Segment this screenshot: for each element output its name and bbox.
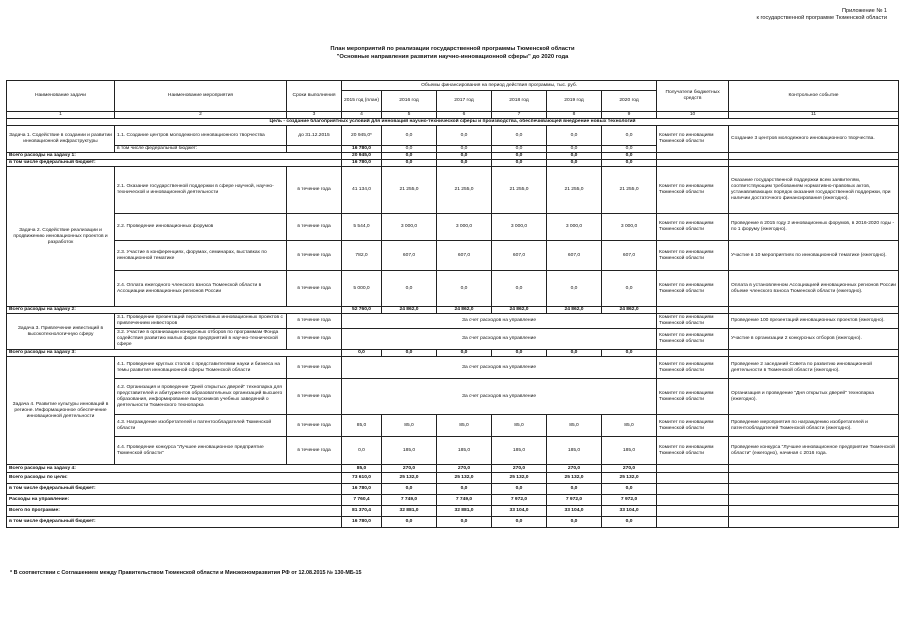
col-number: 3 [287,112,342,119]
funding-note: За счет расходов на управление [342,379,657,415]
col-number: 2 [115,112,287,119]
value-cell: 0,0 [382,126,437,146]
deadline: в течение года [287,329,342,350]
header-activity: Наименование мероприятия [115,81,287,112]
value-cell: 185,0 [547,437,602,465]
document-title [0,45,905,61]
col-number: 8 [547,112,602,119]
value-cell: 21 255,0 [547,167,602,214]
header-task: Наименование задачи [7,81,115,112]
summary-label: в том числе федеральный бюджет: [7,517,342,528]
value-cell: 20 945,0* [342,126,382,146]
plan-table [6,80,899,528]
value-cell: 0,0 [602,153,657,160]
summary-label: Расходы на управление: [7,495,342,506]
header-year-2018: 2018 год [492,91,547,112]
header-year-2016: 2016 год [382,91,437,112]
value-cell: 270,0 [547,465,602,473]
value-cell: 0,0 [382,160,437,167]
value-cell: 25 132,0 [437,473,492,484]
funding-note: За счет расходов на управление [342,329,657,350]
recipient: Комитет по инновациям Тюменской области [657,167,729,214]
value-cell: 0,0 [437,126,492,146]
deadline: в течение года [287,214,342,241]
value-cell: 32 881,0 [382,506,437,517]
value-cell: 7 972,0 [547,495,602,506]
value-cell: 16 780,0 [342,160,382,167]
value-cell: 0,0 [382,146,437,153]
value-cell: 25 132,0 [382,473,437,484]
value-cell: 270,0 [602,465,657,473]
value-cell: 24 862,0 [602,307,657,314]
task-4-total-label: Всего расходы на задачу 4: [7,465,342,473]
task-1-name: Задача 1. Содействие в создании и развитии инновационной инфраструктуры [7,126,115,153]
header-recipients: Получатели бюджетных средств [657,81,729,112]
value-cell: 0,0 [492,153,547,160]
footnote: * В соответствии с Соглашением между Правительством Тюменской области и Минэкономразвития РФ от 12.08.2015 № 130-МБ-15 [10,570,362,576]
value-cell: 85,0 [342,465,382,473]
appendix-number: Приложение № 1 [841,8,887,14]
appendix-reference: к государственной программе Тюменской области [756,15,887,21]
value-cell: 24 862,0 [547,307,602,314]
deadline: в течение года [287,167,342,214]
activity-2-3: 2.3. Участие в конференциях, форумах, семинарах, выставках по инновационной тематике [115,241,287,271]
activity-4-2: 4.2. Организация и проведение "Дней открытых дверей" технопарка для представителей и абитуриентов образовательных организаций высшего образования, информирование выпускников учебных заведений о деятельности Тюменского технопарка [115,379,287,415]
value-cell: 33 104,0 [602,506,657,517]
value-cell: 0,0 [437,271,492,307]
header-year-2015: 2015 год (план) [342,91,382,112]
value-cell: 0,0 [382,350,437,357]
task-3-total-label: Всего расходы на задачу 3: [7,350,342,357]
value-cell: 85,0 [382,415,437,437]
value-cell: 0,0 [602,146,657,153]
value-cell: 0,0 [492,160,547,167]
value-cell: 3 000,0 [547,214,602,241]
header-year-2019: 2019 год [547,91,602,112]
task-2-name: Задача 2. Содействие реализации и продвижению инновационных проектов и разработок [7,167,115,307]
value-cell: 21 255,0 [492,167,547,214]
value-cell: 0,0 [437,350,492,357]
value-cell: 21 255,0 [602,167,657,214]
value-cell: 41 134,0 [342,167,382,214]
value-cell: 185,0 [382,437,437,465]
control-event: Создание 3 центров молодежного инновационного творчества. [729,126,899,153]
col-number: 6 [437,112,492,119]
deadline: в течение года [287,415,342,437]
value-cell: 607,0 [492,241,547,271]
value-cell: 0,0 [602,271,657,307]
value-cell: 21 255,0 [437,167,492,214]
value-cell: 73 610,0 [342,473,382,484]
activity-2-1: 2.1. Оказание государственной поддержки в сфере научной, научно-технической и инновационной деятельности [115,167,287,214]
value-cell: 0,0 [602,126,657,146]
activity-1-1: 1.1. Создание центров молодежного инновационного творчества [115,126,287,146]
value-cell: 0,0 [547,484,602,495]
control-event: Проведение в 2015 году 2 инновационных форумов, в 2016-2020 годы - по 1 форуму (ежегодно). [729,214,899,241]
value-cell: 81 370,4 [342,506,382,517]
value-cell: 16 780,0 [342,484,382,495]
value-cell: 607,0 [382,241,437,271]
value-cell: 0,0 [492,146,547,153]
value-cell: 85,0 [342,415,382,437]
control-event: Оплата в установленном Ассоциацией инновационных регионов России объеме членского взноса Тюменской области (ежегодно). [729,271,899,307]
value-cell: 33 104,0 [547,506,602,517]
value-cell: 25 132,0 [492,473,547,484]
value-cell: 0,0 [437,153,492,160]
value-cell: 0,0 [602,160,657,167]
control-event: Проведение конкурса "Лучшее инновационное предприятие Тюменской области" (ежегодно), начиная с 2016 года. [729,437,899,465]
value-cell: 16 780,0 [342,517,382,528]
activity-4-1: 4.1. Проведение круглых столов с представителями науки и бизнеса на темы развития инновационной сферы Тюменской области [115,357,287,379]
value-cell: 607,0 [437,241,492,271]
value-cell: 782,0 [342,241,382,271]
value-cell: 85,0 [437,415,492,437]
value-cell: 0,0 [492,271,547,307]
activity-2-4: 2.4. Оплата ежегодного членского взноса Тюменской области в Ассоциации инновационных регионов России [115,271,287,307]
value-cell: 24 862,0 [437,307,492,314]
value-cell: 3 000,0 [437,214,492,241]
control-event: Проведение мероприятия по награждению изобретателей и патентообладателей Тюменской области (ежегодно). [729,415,899,437]
control-event: Участие в 10 мероприятиях по инновационной тематике (ежегодно). [729,241,899,271]
value-cell: 0,0 [342,350,382,357]
value-cell: 0,0 [437,160,492,167]
summary-label: Всего расходы по цели: [7,473,342,484]
recipient: Комитет по инновациям Тюменской области [657,314,729,329]
value-cell: 0,0 [437,484,492,495]
value-cell: 0,0 [602,517,657,528]
federal-budget-label: в том числе федеральный бюджет: [115,146,287,153]
activity-3-2: 3.2. Участие в организации конкурсных отборов по программам Фонда содействия развитию малых форм предприятий в научно-технической сфере [115,329,287,350]
value-cell: 7 749,0 [437,495,492,506]
value-cell: 21 255,0 [382,167,437,214]
value-cell: 0,0 [547,146,602,153]
value-cell: 3 000,0 [602,214,657,241]
value-cell: 270,0 [492,465,547,473]
task-1-total-label: Всего расходы на задачу 1: [7,153,342,160]
col-number: 9 [602,112,657,119]
control-event: Проведение 2 заседаний Совета по развитию инновационной деятельности в Тюменской области (ежегодно). [729,357,899,379]
title-line-1: План мероприятий по реализации государственной программы Тюменской области [330,46,575,52]
funding-note: За счет расходов на управление [342,357,657,379]
control-event: Оказание государственной поддержки всем заявителям, соответствующим требованиям нормативно-правовых актов, устанавливающих порядок оказания государственной поддержки, при наличии достаточного финансирования (ежегодно). [729,167,899,214]
control-event: Участие в организации 2 конкурсных отборов (ежегодно). [729,329,899,350]
goal-row: Цель - создание благоприятных условий для инноваций научно-технической сферы и производства, обеспечивающей внедрение новых технологий [7,119,899,126]
value-cell: 0,0 [492,484,547,495]
task-3-name: Задача 3. Привлечение инвестиций в высокотехнологичную сферу [7,314,115,350]
control-event: Проведение 100 презентаций инновационных проектов (ежегодно). [729,314,899,329]
funding-note: За счет расходов на управление [342,314,657,329]
deadline: в течение года [287,379,342,415]
value-cell: 24 862,0 [492,307,547,314]
col-number: 10 [657,112,729,119]
value-cell: 0,0 [547,153,602,160]
value-cell: 24 862,0 [382,307,437,314]
value-cell: 185,0 [437,437,492,465]
column-number-row [7,112,899,119]
value-cell: 270,0 [437,465,492,473]
activity-3-1: 3.1. Проведение презентаций перспективных инновационных проектов с привлечением инвесторов [115,314,287,329]
value-cell: 0,0 [547,160,602,167]
col-number: 7 [492,112,547,119]
recipient: Комитет по инновациям Тюменской области [657,437,729,465]
value-cell: 0,0 [602,350,657,357]
value-cell: 7 749,0 [382,495,437,506]
value-cell: 85,0 [602,415,657,437]
value-cell: 607,0 [547,241,602,271]
task-4-name: Задача 4. Развитие культуры инноваций в регионе. Информационное обеспечение инновационной деятельности [7,357,115,465]
header-year-2017: 2017 год [437,91,492,112]
value-cell: 7 972,0 [602,495,657,506]
header-deadline: Сроки выполнения [287,81,342,112]
task-1-federal-label: в том числе федеральный бюджет: [7,160,342,167]
value-cell: 0,0 [382,271,437,307]
value-cell: 20 945,0 [342,153,382,160]
value-cell: 0,0 [437,517,492,528]
activity-2-2: 2.2. Проведение инновационных форумов [115,214,287,241]
value-cell: 5 000,0 [342,271,382,307]
value-cell: 85,0 [492,415,547,437]
header-year-2020: 2020 год [602,91,657,112]
value-cell: 185,0 [492,437,547,465]
recipient: Комитет по инновациям Тюменской области [657,271,729,307]
col-number: 11 [729,112,899,119]
recipient: Комитет по инновациям Тюменской области [657,357,729,379]
value-cell: 0,0 [437,146,492,153]
recipient: Комитет по инновациям Тюменской области [657,329,729,350]
activity-4-4: 4.4. Проведение конкурса "Лучшее инновационное предприятие Тюменской области" [115,437,287,465]
deadline: в течение года [287,437,342,465]
value-cell: 7 760,4 [342,495,382,506]
value-cell: 0,0 [492,126,547,146]
summary-label: в том числе федеральный бюджет: [7,484,342,495]
value-cell: 0,0 [547,517,602,528]
value-cell: 0,0 [492,517,547,528]
recipient: Комитет по инновациям Тюменской области [657,214,729,241]
value-cell: 185,0 [602,437,657,465]
value-cell: 33 104,0 [492,506,547,517]
value-cell: 0,0 [547,271,602,307]
value-cell: 3 000,0 [492,214,547,241]
value-cell: 52 760,0 [342,307,382,314]
deadline: в течение года [287,357,342,379]
value-cell: 25 132,0 [547,473,602,484]
recipient: Комитет по инновациям Тюменской области [657,415,729,437]
recipient: Комитет по инновациям Тюменской области [657,241,729,271]
value-cell: 0,0 [382,484,437,495]
control-event: Организация и проведение "Дня открытых дверей" технопарка (ежегодно). [729,379,899,415]
deadline: до 31.12.2015 [287,126,342,146]
value-cell: 7 972,0 [492,495,547,506]
deadline: в течение года [287,271,342,307]
value-cell: 0,0 [547,126,602,146]
value-cell: 85,0 [547,415,602,437]
value-cell: 0,0 [342,437,382,465]
task-2-total-label: Всего расходы на задачу 2: [7,307,342,314]
col-number: 1 [7,112,115,119]
col-number: 5 [382,112,437,119]
value-cell: 32 881,0 [437,506,492,517]
value-cell: 16 780,0 [342,146,382,153]
title-line-2: "Основные направления развития научно-инновационной сферы" до 2020 года [336,54,569,60]
value-cell: 25 132,0 [602,473,657,484]
col-number: 4 [342,112,382,119]
value-cell: 0,0 [382,153,437,160]
recipient: Комитет по инновациям Тюменской области [657,126,729,153]
activity-4-3: 4.3. Награждение изобретателей и патентообладателей Тюменской области [115,415,287,437]
header-funding: Объемы финансирования на период действия программы, тыс. руб. [342,81,657,91]
value-cell: 0,0 [547,350,602,357]
value-cell: 0,0 [382,517,437,528]
value-cell: 607,0 [602,241,657,271]
summary-label: Всего по программе: [7,506,342,517]
value-cell: 0,0 [492,350,547,357]
appendix-caption [756,8,887,22]
value-cell: 3 000,0 [382,214,437,241]
deadline: в течение года [287,241,342,271]
header-control: Контрольное событие [729,81,899,112]
value-cell: 270,0 [382,465,437,473]
recipient: Комитет по инновациям Тюменской области [657,379,729,415]
value-cell: 0,0 [602,484,657,495]
deadline: в течение года [287,314,342,329]
value-cell: 5 544,0 [342,214,382,241]
